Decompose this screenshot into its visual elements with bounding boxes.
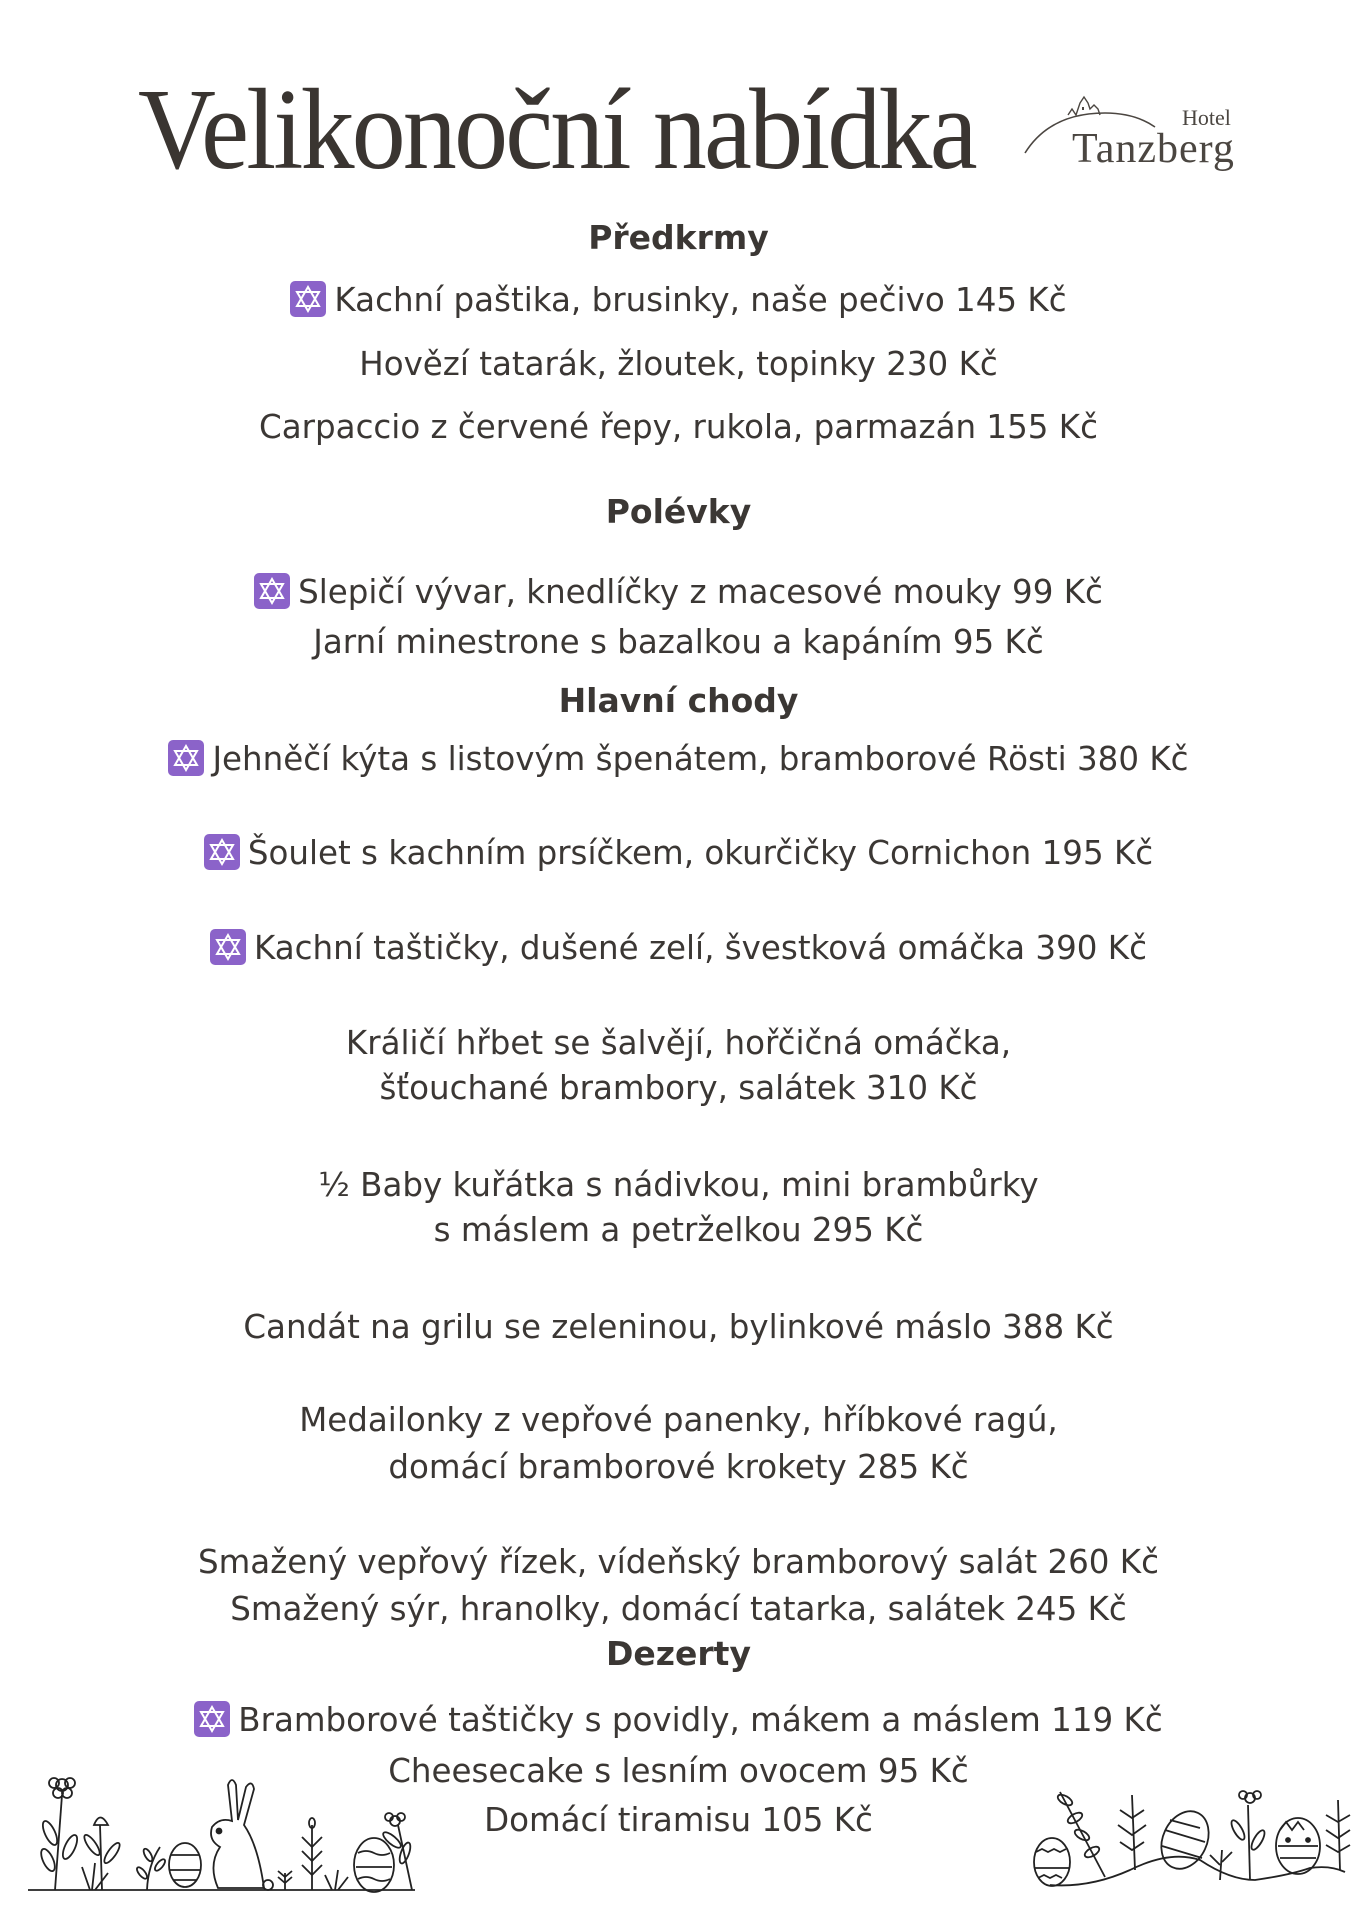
tulip-icon [82, 1818, 122, 1891]
star-of-david-icon [204, 834, 240, 870]
menu-item [0, 1700, 1357, 1740]
easter-egg-icon [354, 1838, 394, 1892]
menu-title: Velikonoční nabídka [138, 66, 975, 194]
easter-egg-icon [169, 1843, 201, 1887]
star-of-david-icon [290, 281, 326, 317]
menu-item: Jarní minestrone s bazalkou a kapáním 95 Kč [313, 623, 1044, 661]
menu-item [0, 572, 1357, 612]
star-of-david-icon [210, 929, 246, 965]
menu-item-text: Kachní taštičky, dušené zelí, švestková omáčka 390 Kč [254, 929, 1147, 967]
sprig-icon [135, 1847, 167, 1890]
menu-item-text: Slepičí vývar, knedlíčky z macesové mouky 99 Kč [298, 573, 1103, 611]
sprig-icon [1056, 1792, 1105, 1877]
fern-icon [1326, 1800, 1350, 1870]
menu-item-text: Šoulet s kachním prsíčkem, okurčičky Cornichon 195 Kč [247, 834, 1154, 872]
star-of-david-icon [254, 573, 290, 609]
star-of-david-icon [168, 740, 204, 776]
grass-icon [325, 1870, 348, 1890]
menu-item: Candát na grilu se zeleninou, bylinkové máslo 388 Kč [243, 1308, 1114, 1346]
hotel-logo [1020, 95, 1260, 180]
flower-icon [1229, 1791, 1267, 1880]
flower-icon [38, 1778, 80, 1890]
grass-icon [82, 1863, 108, 1890]
logo-brand-text: Tanzberg [1072, 126, 1235, 172]
fern-icon [1118, 1795, 1146, 1870]
section-heading-mains: Hlavní chody [558, 681, 799, 720]
bunny-icon [211, 1780, 273, 1890]
easter-bunny-garden-illustration [20, 1755, 430, 1915]
easter-egg-icon [1034, 1838, 1070, 1886]
easter-egg-icon [1276, 1818, 1320, 1874]
section-heading-desserts: Dezerty [606, 1634, 751, 1673]
menu-item-line2: šťouchané brambory, salátek 310 Kč [379, 1069, 978, 1107]
menu-item [0, 280, 1357, 320]
menu-item: Smažený vepřový řízek, vídeňský bramborový salát 260 Kč [197, 1543, 1159, 1581]
star-of-david-icon [194, 1701, 230, 1737]
flower-icon [381, 1813, 413, 1890]
menu-item-line2: domácí bramborové krokety 285 Kč [388, 1448, 969, 1486]
menu-item-text: Jehněčí kýta s listovým špenátem, bramborové Rösti 380 Kč [212, 740, 1189, 778]
section-heading-soups: Polévky [605, 492, 752, 531]
menu-item-line1: Králičí hřbet se šalvějí, hořčičná omáčka, [345, 1024, 1012, 1062]
sprig-icon [278, 1871, 292, 1890]
section-heading-starters: Předkrmy [588, 218, 769, 257]
menu-item-text: Kachní paštika, brusinky, naše pečivo 145 Kč [334, 281, 1067, 319]
menu-item: Domácí tiramisu 105 Kč [484, 1801, 873, 1839]
menu-item-line1: ½ Baby kuřátka s nádivkou, mini brambůrky [318, 1166, 1039, 1204]
menu-item [0, 739, 1357, 779]
logo-hotel-text: Hotel [1182, 105, 1231, 130]
menu-item [0, 833, 1357, 873]
menu-item: Cheesecake s lesním ovocem 95 Kč [388, 1752, 969, 1790]
menu-item: Hovězí tatarák, žloutek, topinky 230 Kč [359, 345, 998, 383]
menu-item: Smažený sýr, hranolky, domácí tatarka, salátek 245 Kč [230, 1590, 1127, 1628]
menu-item-line1: Medailonky z vepřové panenky, hříbkové ragú, [299, 1401, 1058, 1439]
menu-item-line2: s máslem a petrželkou 295 Kč [433, 1211, 924, 1249]
menu-item-text: Bramborové taštičky s povidly, mákem a máslem 119 Kč [238, 1701, 1163, 1739]
fern-icon [302, 1818, 322, 1890]
menu-item: Carpaccio z červené řepy, rukola, parmazán 155 Kč [259, 408, 1098, 446]
menu-item [0, 928, 1357, 968]
easter-eggs-meadow-illustration [1010, 1780, 1355, 1900]
